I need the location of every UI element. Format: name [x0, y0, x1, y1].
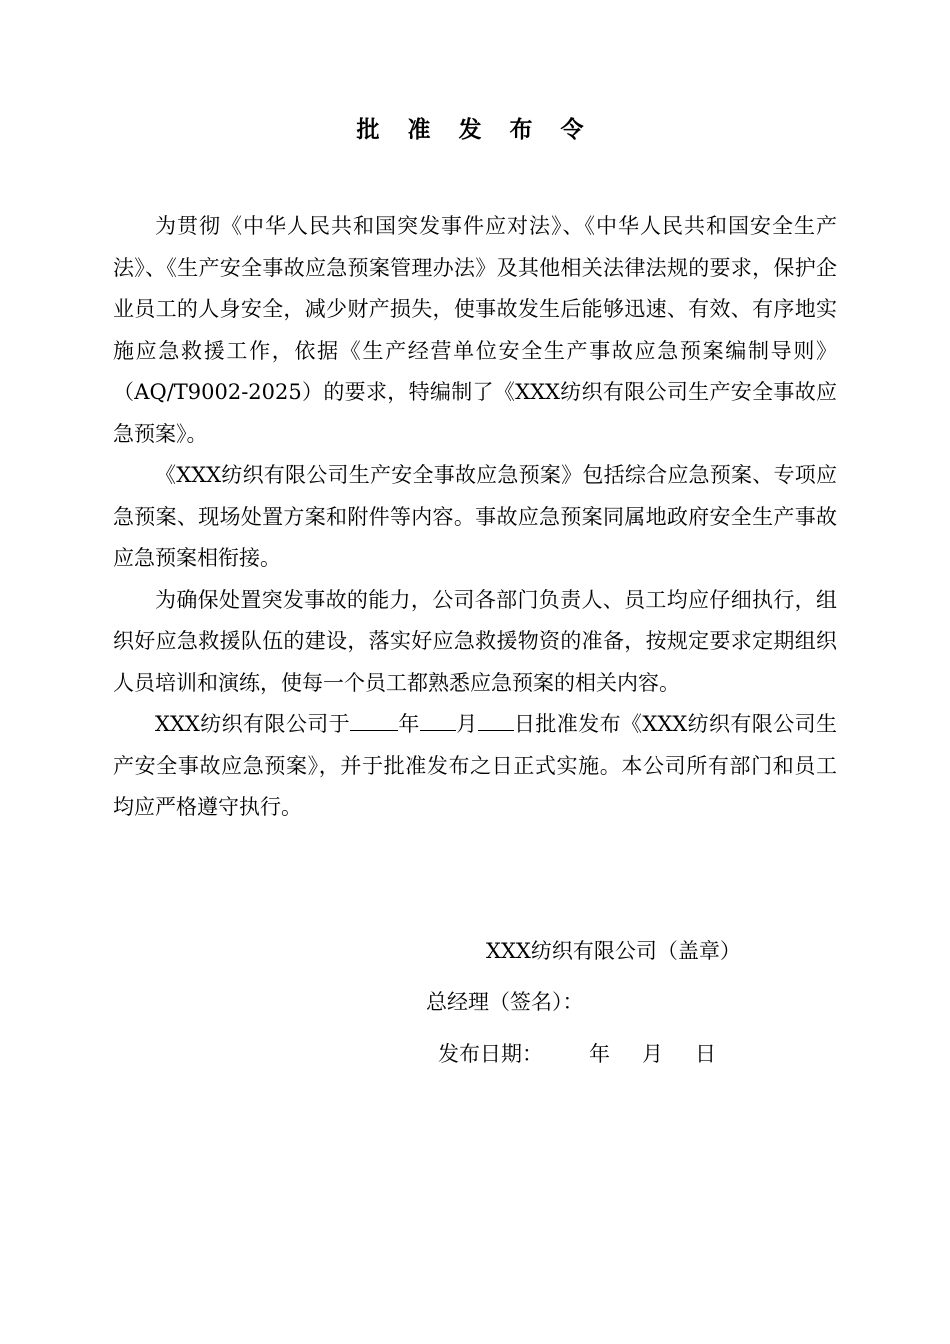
- month-blank: [420, 708, 456, 731]
- date-year-label: 年: [589, 1042, 610, 1066]
- release-date-label: 发布日期：: [438, 1042, 543, 1066]
- release-year-label: 年: [398, 712, 420, 736]
- manager-signature-line: 总经理（签名）：: [426, 990, 584, 1014]
- release-day-text: 日批准发布《XXX纺织有限公司生产安全事故应急预案》，并于批准发布之日正式实施。本公司所有部门和员工均应严格遵守执行。: [113, 712, 837, 819]
- company-seal-line: XXX纺织有限公司（盖章）: [486, 939, 741, 963]
- date-day-label: 日: [695, 1042, 716, 1066]
- paragraph-contents: 《XXX纺织有限公司生产安全事故应急预案》包括综合应急预案、专项应急预案、现场处置方案和附件等内容。事故应急预案同属地政府安全生产事故应急预案相衔接。: [113, 463, 837, 570]
- document-body: [113, 206, 837, 829]
- date-month-label: 月: [642, 1042, 663, 1066]
- day-blank: [478, 708, 514, 731]
- paragraph-release: [113, 704, 837, 829]
- page-title: 批 准 发 布 令: [356, 117, 594, 143]
- paragraph-purpose: 为贯彻《中华人民共和国突发事件应对法》、《中华人民共和国安全生产法》、《生产安全事故应急预案管理办法》及其他相关法律法规的要求，保护企业员工的人身安全，减少财产损失，使事故发生后能够迅速、有效、有序地实施应急救援工作，依据《生产经营单位安全生产事故应急预案编制导则》（AQ/T9002-2025）的要求，特编制了《XXX纺织有限公司生产安全事故应急预案》。: [113, 214, 837, 446]
- release-date-line: [438, 1039, 716, 1069]
- release-month-label: 月: [455, 712, 478, 736]
- release-prefix: XXX纺织有限公司于: [155, 712, 351, 736]
- paragraph-requirements: 为确保处置突发事故的能力，公司各部门负责人、员工均应仔细执行，组织好应急救援队伍的建设，落实好应急救援物资的准备，按规定要求定期组织人员培训和演练，使每一个员工都熟悉应急预案的相关内容。: [113, 587, 837, 695]
- year-blank: [350, 708, 398, 731]
